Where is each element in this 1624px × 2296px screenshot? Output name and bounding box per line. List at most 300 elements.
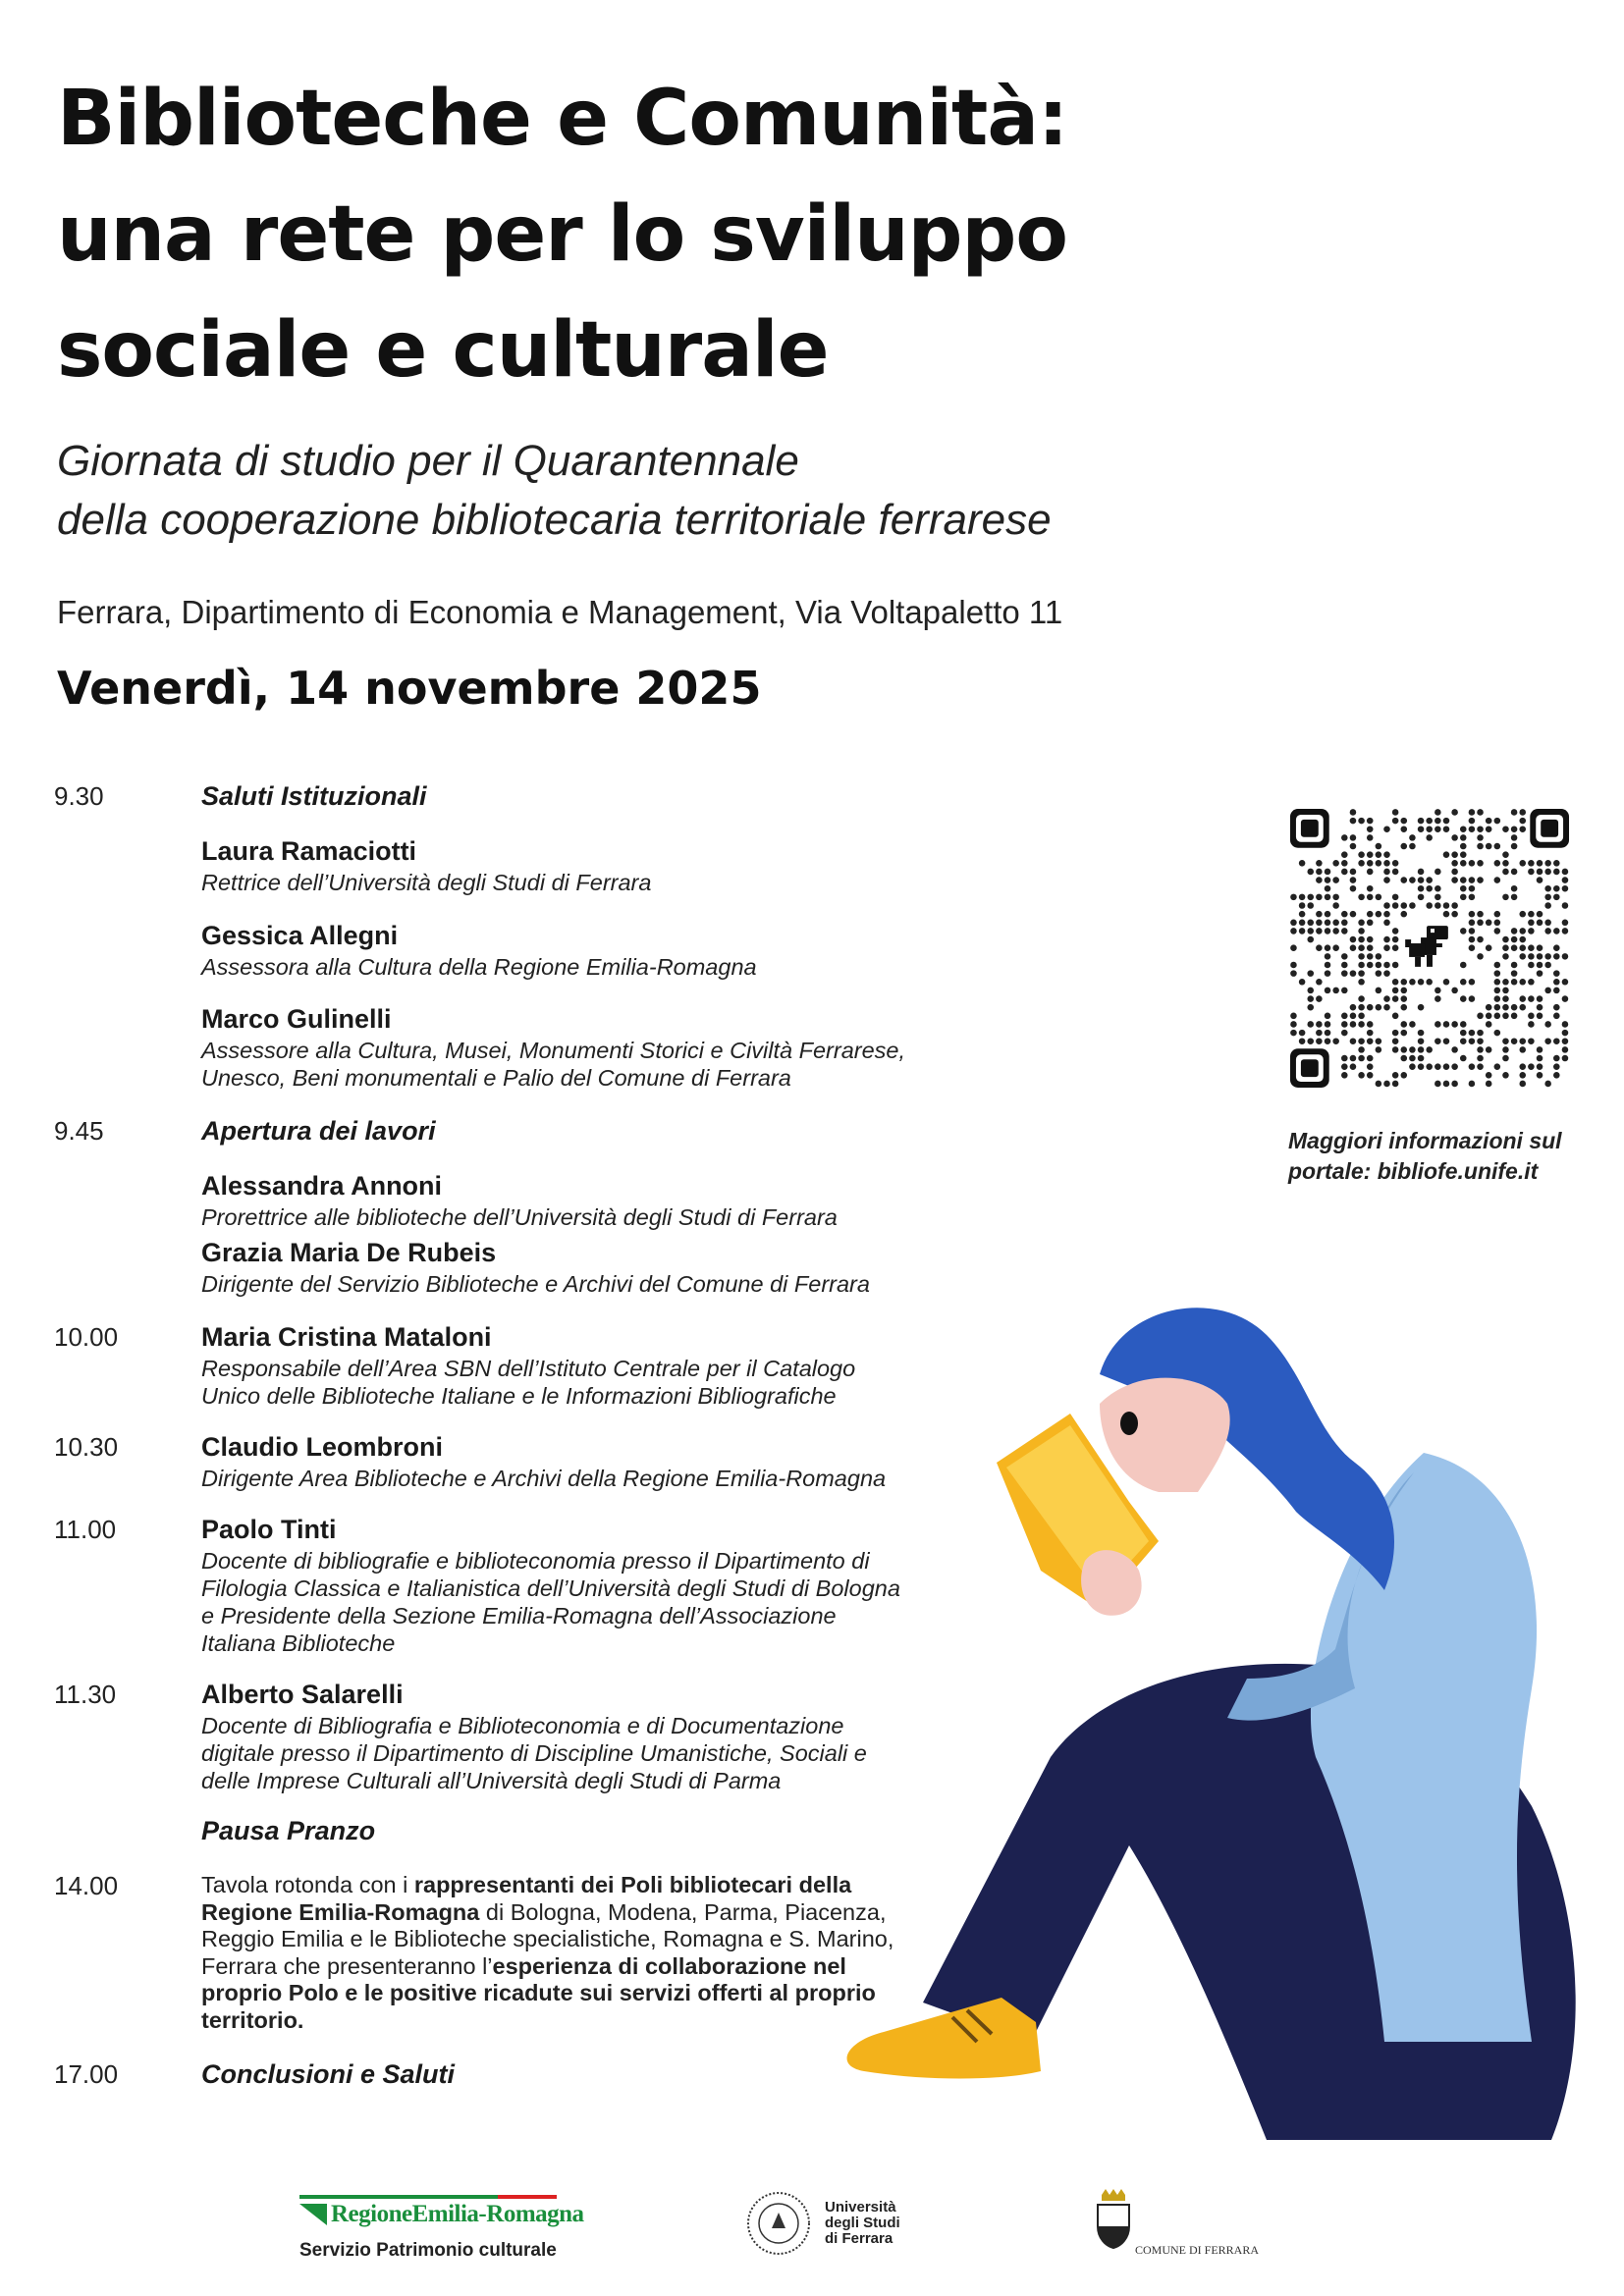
qr-module [1477, 911, 1484, 918]
qr-module [1383, 944, 1390, 951]
text-fragment: Tavola rotonda con i [201, 1872, 414, 1897]
eye [1120, 1412, 1138, 1435]
qr-module [1358, 1055, 1365, 1062]
qr-module [1341, 988, 1348, 994]
qr-module [1325, 869, 1331, 876]
qr-module [1511, 843, 1518, 850]
qr-module [1537, 1046, 1543, 1053]
qr-module [1469, 877, 1476, 883]
qr-module [1383, 851, 1390, 858]
speaker-name: Paolo Tinti [201, 1515, 337, 1544]
qr-module [1401, 1055, 1408, 1062]
qr-module [1460, 1021, 1467, 1028]
qr-module [1341, 920, 1348, 927]
unife-line: degli Studi [825, 2215, 900, 2231]
qr-module [1299, 894, 1306, 901]
qr-module [1460, 834, 1467, 841]
qr-module [1358, 894, 1365, 901]
qr-module [1350, 1004, 1357, 1011]
qr-module [1401, 911, 1408, 918]
qr-module [1460, 979, 1467, 986]
comune-ferrara-logo [1092, 2187, 1259, 2258]
qr-module [1341, 962, 1348, 969]
qr-module [1307, 920, 1314, 927]
qr-code[interactable] [1288, 807, 1571, 1090]
qr-module [1502, 979, 1509, 986]
qr-module [1562, 1038, 1569, 1044]
qr-module [1477, 1063, 1484, 1070]
text-fragment: Reggio Emilia e le Biblioteche specialistiche, Romagna e S. Marino, [201, 1926, 894, 1951]
unife-seal-icon [746, 2191, 811, 2256]
qr-module [1392, 1081, 1399, 1088]
qr-module [1392, 1072, 1399, 1079]
qr-module [1325, 1030, 1331, 1037]
speaker-role: Docente di Bibliografia e Biblioteconomia e di Documentazione [201, 1713, 844, 1738]
qr-module [1376, 894, 1382, 901]
qr-module [1519, 1081, 1526, 1088]
qr-module [1376, 970, 1382, 977]
speaker-role: Assessore alla Cultura, Musei, Monumenti Storici e Civiltà Ferrarese, [201, 1038, 906, 1063]
qr-module [1460, 1030, 1467, 1037]
qr-module [1435, 885, 1441, 892]
qr-module [1307, 936, 1314, 943]
face [1100, 1378, 1230, 1492]
qr-module [1537, 1004, 1543, 1011]
qr-module [1511, 1038, 1518, 1044]
qr-module [1325, 1013, 1331, 1020]
qr-module [1350, 869, 1357, 876]
speaker-role: Prorettrice alle biblioteche dell’Università degli Studi di Ferrara [201, 1204, 838, 1230]
qr-module [1367, 936, 1374, 943]
qr-module [1383, 962, 1390, 969]
qr-module [1316, 920, 1323, 927]
qr-module [1325, 1021, 1331, 1028]
speaker-role: Filologia Classica e Italianistica dell’Università degli Studi di Bologna [201, 1575, 900, 1601]
qr-module [1562, 869, 1569, 876]
qr-module [1290, 1021, 1297, 1028]
qr-module [1451, 988, 1458, 994]
qr-module [1435, 894, 1441, 901]
qr-module [1409, 843, 1416, 850]
qr-module [1392, 988, 1399, 994]
qr-module [1409, 1055, 1416, 1062]
qr-module [1553, 894, 1560, 901]
qr-module [1562, 979, 1569, 986]
qr-module [1383, 826, 1390, 832]
speaker-name: Alessandra Annoni [201, 1171, 443, 1201]
qr-module [1460, 851, 1467, 858]
qr-module [1477, 1055, 1484, 1062]
qr-module [1376, 1081, 1382, 1088]
qr-module [1358, 818, 1365, 825]
qr-module [1401, 877, 1408, 883]
woman-reading-illustration [805, 1296, 1610, 2160]
qr-module [1299, 979, 1306, 986]
subtitle-line-1: Giornata di studio per il Quarantennale [57, 437, 799, 485]
qr-module [1477, 860, 1484, 867]
qr-module [1376, 1046, 1382, 1053]
qr-module [1350, 970, 1357, 977]
qr-module [1544, 962, 1551, 969]
qr-module [1486, 1072, 1492, 1079]
qr-module [1392, 1038, 1399, 1044]
qr-module [1537, 970, 1543, 977]
qr-module [1460, 928, 1467, 934]
qr-module [1443, 818, 1450, 825]
qr-module [1435, 1021, 1441, 1028]
qr-module [1316, 995, 1323, 1002]
qr-module [1316, 928, 1323, 934]
qr-module [1502, 894, 1509, 901]
qr-module [1332, 944, 1339, 951]
qr-module [1544, 928, 1551, 934]
info-line-2[interactable]: portale: bibliofe.unife.it [1288, 1158, 1539, 1184]
qr-module [1392, 894, 1399, 901]
qr-module [1325, 920, 1331, 927]
qr-module [1502, 851, 1509, 858]
qr-module [1537, 911, 1543, 918]
qr-module [1553, 1004, 1560, 1011]
qr-module [1332, 920, 1339, 927]
qr-module [1528, 911, 1535, 918]
qr-module [1502, 936, 1509, 943]
speaker-role: delle Imprese Culturali all’Università degli Studi di Parma [201, 1768, 782, 1793]
qr-module [1325, 970, 1331, 977]
qr-module [1544, 894, 1551, 901]
qr-module [1341, 851, 1348, 858]
slot-time: 14.00 [54, 1871, 119, 1900]
qr-module [1435, 902, 1441, 909]
qr-module [1435, 1081, 1441, 1088]
qr-module [1469, 1038, 1476, 1044]
slot-heading: Apertura dei lavori [201, 1116, 436, 1146]
qr-module [1392, 944, 1399, 951]
qr-module [1383, 902, 1390, 909]
qr-module [1528, 920, 1535, 927]
qr-module [1519, 928, 1526, 934]
qr-module [1511, 894, 1518, 901]
qr-module [1562, 1021, 1569, 1028]
qr-module [1494, 843, 1501, 850]
speaker-name: Grazia Maria De Rubeis [201, 1238, 497, 1267]
qr-module [1332, 894, 1339, 901]
qr-module [1358, 851, 1365, 858]
qr-module [1299, 1030, 1306, 1037]
qr-module [1519, 995, 1526, 1002]
qr-module [1544, 920, 1551, 927]
qr-module [1401, 979, 1408, 986]
qr-module [1332, 1038, 1339, 1044]
qr-module [1383, 860, 1390, 867]
qr-module [1325, 911, 1331, 918]
speaker-role: digitale presso il Dipartimento di Discipline Umanistiche, Sociali e [201, 1740, 867, 1766]
qr-module [1528, 1063, 1535, 1070]
qr-module [1341, 911, 1348, 918]
qr-module [1553, 1063, 1560, 1070]
qr-module [1451, 860, 1458, 867]
title-line-1: Biblioteche e Comunità: [57, 75, 1068, 163]
unife-name [825, 2200, 900, 2247]
qr-module [1494, 988, 1501, 994]
regione-emilia-romagna-logo [299, 2195, 584, 2262]
qr-module [1528, 944, 1535, 951]
qr-module [1451, 877, 1458, 883]
qr-module [1511, 1004, 1518, 1011]
qr-module [1307, 1038, 1314, 1044]
qr-module [1350, 1055, 1357, 1062]
qr-module [1537, 1055, 1543, 1062]
qr-module [1519, 826, 1526, 832]
qr-module [1418, 1004, 1425, 1011]
qr-module [1367, 885, 1374, 892]
qr-module [1544, 953, 1551, 960]
speaker-name: Gessica Allegni [201, 921, 399, 950]
qr-module [1477, 826, 1484, 832]
qr-module [1299, 928, 1306, 934]
qr-module [1290, 970, 1297, 977]
qr-module [1519, 809, 1526, 816]
speaker-role: Italiana Biblioteche [201, 1630, 396, 1656]
event-location: Ferrara, Dipartimento di Economia e Management, Via Voltapaletto 11 [57, 594, 1063, 630]
qr-module [1316, 1038, 1323, 1044]
qr-module [1460, 894, 1467, 901]
text-fragment: Ferrara che presenteranno l’ [201, 1952, 493, 1979]
text-fragment-bold: proprio Polo e le positive ricadute sui servizi offerti al proprio [201, 1980, 876, 2005]
qr-module [1477, 920, 1484, 927]
qr-module [1528, 962, 1535, 969]
qr-module [1358, 970, 1365, 977]
qr-module [1486, 1046, 1492, 1053]
qr-module [1367, 860, 1374, 867]
qr-module [1502, 1004, 1509, 1011]
slot-time: 9.45 [54, 1116, 104, 1146]
qr-module [1316, 877, 1323, 883]
qr-module [1502, 826, 1509, 832]
qr-module [1486, 818, 1492, 825]
qr-module [1367, 911, 1374, 918]
qr-module [1494, 928, 1501, 934]
qr-module [1469, 1063, 1476, 1070]
text-fragment-bold: territorio. [201, 2006, 304, 2033]
qr-module [1460, 877, 1467, 883]
qr-module [1494, 1030, 1501, 1037]
qr-module [1553, 1072, 1560, 1079]
unife-line: Università [825, 2199, 896, 2216]
qr-module [1537, 962, 1543, 969]
qr-module [1299, 902, 1306, 909]
qr-module [1451, 851, 1458, 858]
qr-module [1494, 911, 1501, 918]
subtitle-line-2: della cooperazione bibliotecaria territoriale ferrarese [57, 496, 1052, 544]
qr-module [1383, 970, 1390, 977]
qr-module [1418, 979, 1425, 986]
qr-module [1562, 920, 1569, 927]
qr-module [1443, 1081, 1450, 1088]
qr-module [1426, 885, 1433, 892]
qr-module [1367, 869, 1374, 876]
qr-module [1325, 877, 1331, 883]
qr-module [1350, 936, 1357, 943]
qr-module [1469, 1081, 1476, 1088]
qr-module [1477, 843, 1484, 850]
qr-module [1469, 885, 1476, 892]
qr-module [1519, 1046, 1526, 1053]
qr-module [1477, 1038, 1484, 1044]
qr-module [1494, 1004, 1501, 1011]
qr-module [1307, 928, 1314, 934]
qr-module [1460, 995, 1467, 1002]
qr-module [1477, 1013, 1484, 1020]
qr-module [1451, 1021, 1458, 1028]
qr-module [1544, 1081, 1551, 1088]
qr-module [1426, 979, 1433, 986]
qr-module [1341, 928, 1348, 934]
qr-module [1494, 1063, 1501, 1070]
slot-heading: Conclusioni e Saluti [201, 2059, 456, 2089]
slot-time: 11.30 [54, 1680, 117, 1709]
qr-module [1409, 877, 1416, 883]
qr-module [1469, 809, 1476, 816]
qr-module [1325, 928, 1331, 934]
speaker-role: Docente di bibliografie e biblioteconomia presso il Dipartimento di [201, 1548, 870, 1574]
qr-module [1332, 860, 1339, 867]
qr-module [1553, 944, 1560, 951]
qr-module [1350, 944, 1357, 951]
qr-module [1528, 995, 1535, 1002]
qr-module [1511, 936, 1518, 943]
qr-module [1528, 1013, 1535, 1020]
qr-module [1537, 869, 1543, 876]
slot-time: 11.00 [54, 1515, 117, 1544]
qr-module [1562, 885, 1569, 892]
qr-module [1367, 944, 1374, 951]
qr-module [1443, 851, 1450, 858]
qr-module [1443, 1021, 1450, 1028]
qr-module [1367, 1055, 1374, 1062]
qr-module [1537, 877, 1543, 883]
qr-module [1443, 902, 1450, 909]
qr-module [1443, 1038, 1450, 1044]
slot-time: 9.30 [54, 781, 104, 811]
qr-module [1451, 911, 1458, 918]
qr-module [1435, 995, 1441, 1002]
qr-module [1290, 962, 1297, 969]
qr-module [1502, 988, 1509, 994]
qr-module [1460, 843, 1467, 850]
qr-module [1376, 962, 1382, 969]
qr-module [1469, 818, 1476, 825]
qr-module [1511, 979, 1518, 986]
qr-module [1316, 911, 1323, 918]
qr-module [1469, 911, 1476, 918]
qr-module [1316, 979, 1323, 986]
qr-module [1494, 962, 1501, 969]
qr-module [1511, 970, 1518, 977]
qr-module [1392, 1013, 1399, 1020]
qr-module [1418, 1063, 1425, 1070]
qr-module [1350, 1013, 1357, 1020]
qr-module [1358, 928, 1365, 934]
qr-module [1350, 818, 1357, 825]
qr-module [1332, 988, 1339, 994]
qr-module [1325, 1038, 1331, 1044]
qr-module [1494, 818, 1501, 825]
qr-module [1537, 995, 1543, 1002]
qr-module [1486, 1004, 1492, 1011]
qr-module [1325, 988, 1331, 994]
qr-module [1477, 834, 1484, 841]
qr-module [1494, 860, 1501, 867]
qr-module [1451, 902, 1458, 909]
qr-module [1290, 920, 1297, 927]
qr-module [1502, 1013, 1509, 1020]
qr-module [1537, 860, 1543, 867]
qr-module [1460, 962, 1467, 969]
qr-module [1367, 826, 1374, 832]
slot-time: 17.00 [54, 2059, 119, 2089]
qr-module [1553, 953, 1560, 960]
title-line-3: sociale e culturale [57, 306, 829, 395]
qr-module [1562, 953, 1569, 960]
qr-module [1367, 1072, 1374, 1079]
qr-module [1350, 1021, 1357, 1028]
qr-module [1316, 1030, 1323, 1037]
qr-module [1451, 834, 1458, 841]
qr-module [1418, 1038, 1425, 1044]
qr-module [1511, 826, 1518, 832]
qr-module [1511, 1013, 1518, 1020]
qr-module [1358, 860, 1365, 867]
info-line-1: Maggiori informazioni sul [1288, 1128, 1562, 1153]
qr-module [1358, 1046, 1365, 1053]
speaker-name: Claudio Leombroni [201, 1432, 443, 1462]
qr-module [1392, 979, 1399, 986]
lunch-heading: Pausa Pranzo [201, 1816, 376, 1845]
qr-module [1486, 1013, 1492, 1020]
qr-module [1418, 1046, 1425, 1053]
qr-module [1519, 860, 1526, 867]
qr-module [1562, 1046, 1569, 1053]
speaker-role: e Presidente della Sezione Emilia-Romagna dell’Associazione [201, 1603, 837, 1629]
qr-module [1469, 826, 1476, 832]
qr-module [1290, 928, 1297, 934]
qr-module [1350, 1063, 1357, 1070]
qr-module [1392, 936, 1399, 943]
qr-module [1418, 877, 1425, 883]
qr-module [1426, 1046, 1433, 1053]
qr-module [1435, 818, 1441, 825]
qr-module [1325, 885, 1331, 892]
qr-module [1519, 936, 1526, 943]
qr-module [1307, 995, 1314, 1002]
comune-crest-icon [1092, 2187, 1135, 2250]
qr-module [1350, 1038, 1357, 1044]
qr-module [1401, 995, 1408, 1002]
qr-module [1367, 834, 1374, 841]
qr-module [1502, 953, 1509, 960]
speaker-name: Maria Cristina Mataloni [201, 1322, 492, 1352]
qr-module [1486, 1081, 1492, 1088]
qr-module [1383, 1004, 1390, 1011]
qr-module [1383, 869, 1390, 876]
qr-module [1358, 1004, 1365, 1011]
qr-module [1367, 818, 1374, 825]
qr-module [1383, 936, 1390, 943]
qr-module [1528, 979, 1535, 986]
qr-module [1350, 885, 1357, 892]
qr-module [1383, 920, 1390, 927]
qr-module [1443, 826, 1450, 832]
